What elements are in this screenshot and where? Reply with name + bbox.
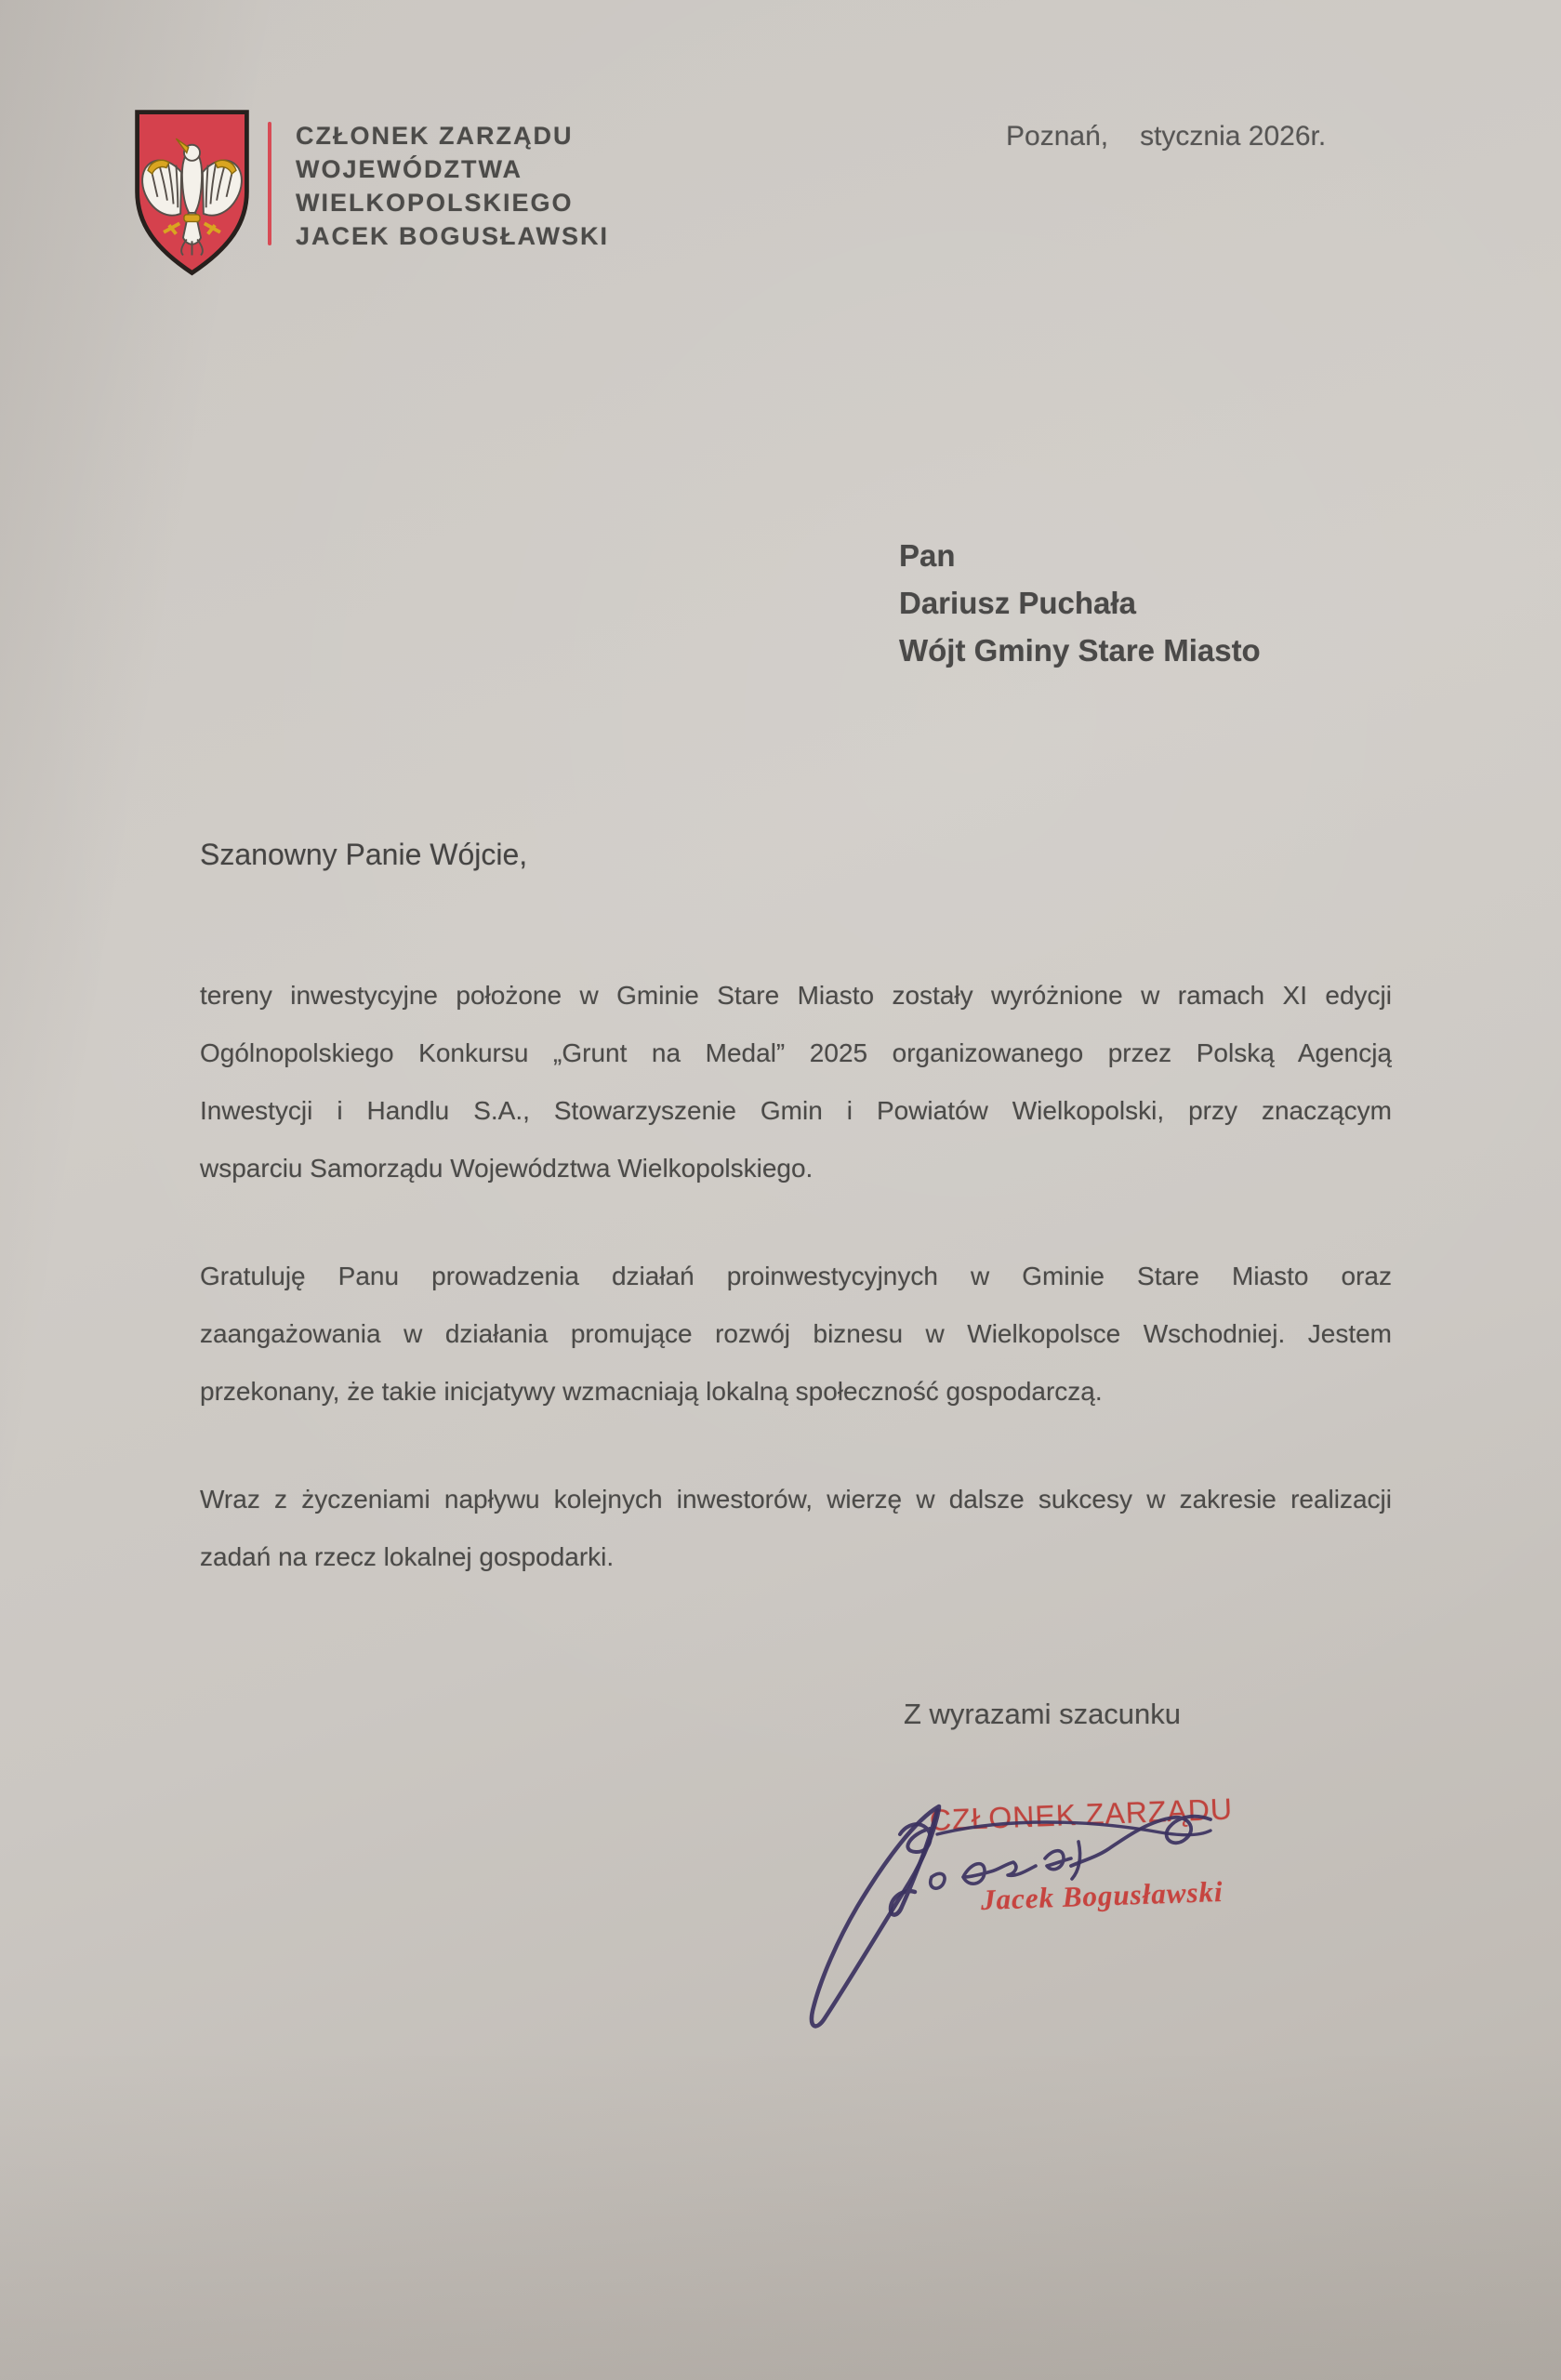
letterhead-line: CZŁONEK ZARZĄDU	[296, 122, 574, 150]
letterhead-line: WOJEWÓDZTWA	[296, 155, 523, 183]
dateline	[1006, 121, 1326, 152]
body-line: Inwestycji i Handlu S.A., Stowarzyszenie Gmin i Powiatów Wielkopolski, przy znaczącym	[200, 1096, 1392, 1125]
body-line: zaangażowania w działania promujące rozwój biznesu w Wielkopolsce Wschodniej. Jestem	[200, 1319, 1392, 1348]
body-line: Ogólnopolskiego Konkursu „Grunt na Medal” 2025 organizowanego przez Polską Agencją	[200, 1038, 1392, 1067]
dateline-date: stycznia 2026r.	[1140, 121, 1327, 152]
body-line: zadań na rzecz lokalnej gospodarki.	[200, 1542, 615, 1571]
body-paragraph	[200, 1471, 1392, 1586]
letterhead-line: JACEK BOGUSŁAWSKI	[296, 222, 610, 250]
stamp-title: CZŁONEK ZARZĄDU	[929, 1792, 1234, 1837]
recipient-block	[899, 532, 1261, 674]
salutation: Szanowny Panie Wójcie,	[200, 838, 528, 871]
letterhead-title	[296, 119, 686, 253]
letterhead-line: WIELKOPOLSKIEGO	[296, 189, 574, 217]
body-paragraph	[200, 967, 1392, 1197]
letterhead-divider	[268, 122, 271, 245]
dateline-place: Poznań,	[1006, 121, 1109, 152]
body-line: przekonany, że takie inicjatywy wzmacniają lokalną społeczność gospodarczą.	[200, 1377, 1103, 1406]
recipient-line: Dariusz Puchała	[899, 586, 1136, 620]
recipient-line: Wójt Gminy Stare Miasto	[899, 633, 1261, 668]
letter-body	[200, 967, 1392, 1636]
body-line: wsparciu Samorządu Województwa Wielkopolskiego.	[200, 1154, 814, 1183]
closing-phrase: Z wyrazami szacunku	[904, 1698, 1182, 1730]
recipient-line: Pan	[899, 538, 956, 573]
coat-of-arms-icon	[130, 105, 254, 282]
body-line: Wraz z życzeniami napływu kolejnych inwestorów, wierzę w dalsze sukcesy w zakresie realizacji	[200, 1485, 1392, 1514]
signature-handwriting	[781, 1780, 1264, 2050]
stamp-name: Jacek Bogusławski	[980, 1874, 1224, 1916]
body-line: tereny inwestycyjne położone w Gminie Stare Miasto zostały wyróżnione w ramach XI edycji	[200, 981, 1392, 1010]
body-line: Gratuluję Panu prowadzenia działań proinwestycyjnych w Gminie Stare Miasto oraz	[200, 1262, 1392, 1290]
body-paragraph	[200, 1248, 1392, 1421]
